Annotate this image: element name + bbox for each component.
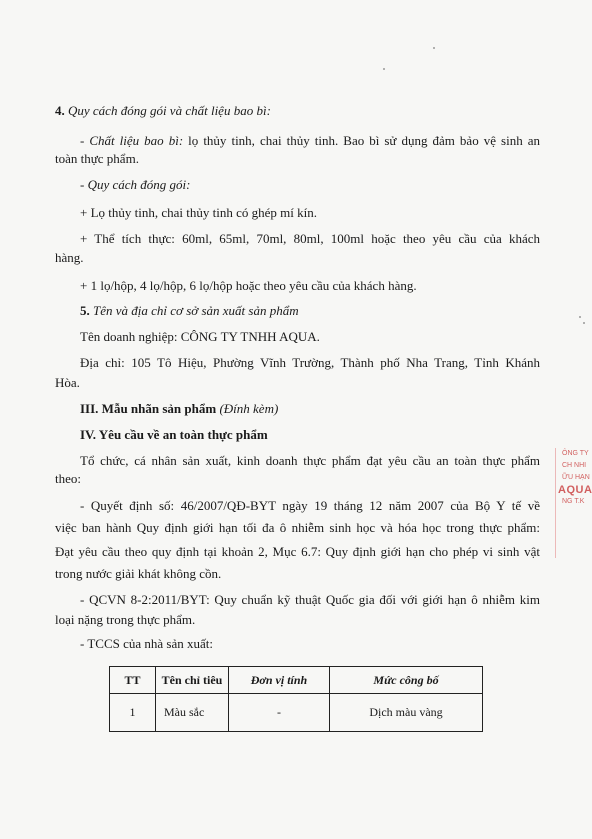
- stamp-line: ỮU HẠN: [562, 474, 590, 481]
- cell-declared-level: Dịch màu vàng: [330, 694, 483, 732]
- scan-speck: [579, 316, 581, 318]
- company-name: Tên doanh nghiệp: CÔNG TY TNHH AQUA.: [80, 329, 320, 344]
- scan-speck: [583, 322, 585, 324]
- company-seal-stamp: [555, 448, 592, 558]
- scan-speck: [433, 47, 435, 49]
- section-iv-intro-cont: theo:: [55, 471, 81, 486]
- table-row: [110, 694, 483, 732]
- header-tt: TT: [110, 667, 156, 694]
- scan-speck: [383, 68, 385, 70]
- packing-bullet-3: + 1 lọ/hộp, 4 lọ/hộp, 6 lọ/hộp hoặc theo yêu cầu của khách hàng.: [80, 278, 417, 293]
- header-criterion: Tên chỉ tiêu: [156, 667, 229, 694]
- header-unit: Đơn vị tính: [229, 667, 330, 694]
- packing-bullet-2: + Thể tích thực: 60ml, 65ml, 70ml, 80ml, 100ml hoặc theo yêu cầu của khách: [80, 231, 540, 246]
- packaging-material-line: - Chất liệu bao bì: lọ thủy tinh, chai thủy tinh. Bao bì sử dụng đảm bảo vệ sinh an: [80, 133, 540, 148]
- section-iv-heading: IV. Yêu cầu về an toàn thực phẩm: [80, 427, 268, 442]
- packaging-material-cont: toàn thực phẩm.: [55, 151, 139, 166]
- decision-line-1: - Quyết định số: 46/2007/QĐ-BYT ngày 19 tháng 12 năm 2007 của Bộ Y tế về: [80, 498, 540, 513]
- packing-bullet-2-cont: hàng.: [55, 250, 84, 265]
- packing-spec-label: - Quy cách đóng gói:: [80, 177, 191, 192]
- stamp-line: ÔNG TY: [562, 450, 589, 457]
- cell-tt: 1: [110, 694, 156, 732]
- qcvn-line-2: loại nặng trong thực phẩm.: [55, 612, 196, 627]
- section-4-heading: 4. Quy cách đóng gói và chất liệu bao bì:: [55, 103, 271, 118]
- qcvn-line-1: - QCVN 8-2:2011/BYT: Quy chuẩn kỹ thuật Quốc gia đối với giới hạn ô nhiễm kim: [80, 592, 540, 607]
- cell-unit: -: [229, 694, 330, 732]
- section-5-heading: 5. Tên và địa chỉ cơ sở sản xuất sản phẩm: [80, 303, 299, 318]
- stamp-line: CH NHI: [562, 462, 587, 469]
- table-header-row: [110, 667, 483, 694]
- packing-bullet-1: + Lọ thủy tinh, chai thủy tinh có ghép mí kín.: [80, 205, 317, 220]
- decision-line-4: trong nước giải khát không cồn.: [55, 566, 222, 581]
- decision-line-2: việc ban hành Quy định giới hạn tối đa ô nhiễm sinh học và hóa học trong thực phẩm:: [55, 520, 540, 535]
- criteria-table: [109, 666, 483, 732]
- stamp-line: NG T.K: [562, 498, 585, 505]
- decision-line-3: Đạt yêu cầu theo quy định tại khoản 2, Mục 6.7: Quy định giới hạn cho phép vi sinh vật: [55, 544, 540, 559]
- company-address-cont: Hòa.: [55, 375, 80, 390]
- cell-criterion: Màu sắc: [156, 694, 229, 732]
- header-declared-level: Mức công bố: [330, 667, 483, 694]
- stamp-line: AQUA: [558, 484, 592, 496]
- section-iii-heading: III. Mẫu nhãn sản phẩm (Đính kèm): [80, 401, 279, 416]
- company-address: Địa chỉ: 105 Tô Hiệu, Phường Vĩnh Trường, Thành phố Nha Trang, Tỉnh Khánh: [80, 355, 540, 370]
- tccs-label: - TCCS của nhà sản xuất:: [80, 636, 213, 651]
- section-iv-intro: Tổ chức, cá nhân sản xuất, kinh doanh thực phẩm đạt yêu cầu an toàn thực phẩm: [80, 453, 540, 468]
